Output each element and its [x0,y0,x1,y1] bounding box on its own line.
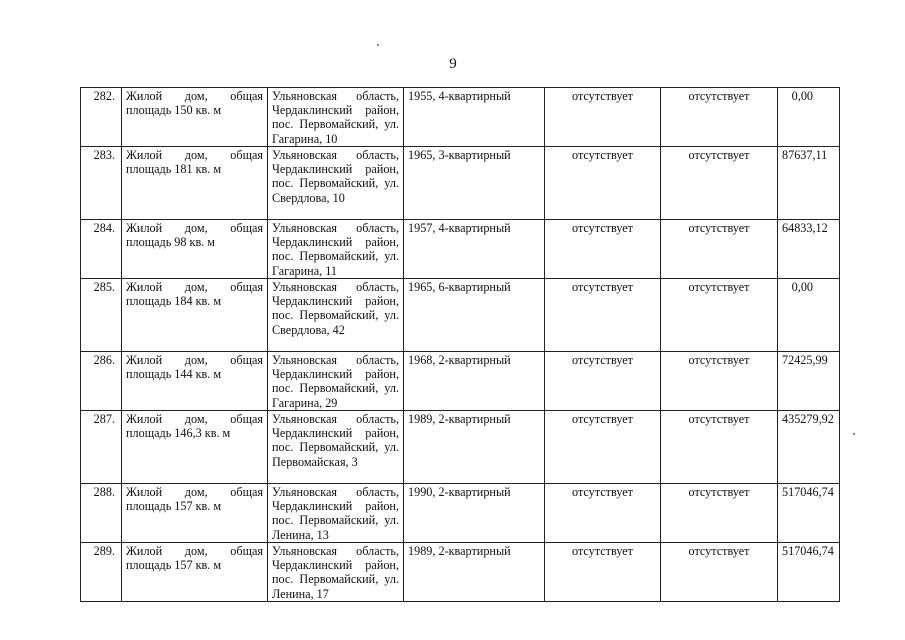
object-name: Жилой дом, общая площадь 181 кв. м [122,147,268,220]
object-year-type: 1957, 4-квартирный [404,220,545,279]
row-number: 286. [81,352,122,411]
row-number: 287. [81,411,122,484]
object-cost: 435279,92 [778,411,840,484]
row-number: 285. [81,279,122,352]
object-address: Ульяновская область, Чердаклинский район, пос. Первомайский, ул. Свердлова, 10 [268,147,404,220]
object-name: Жилой дом, общая площадь 144 кв. м [122,352,268,411]
object-cost: 517046,74 [778,543,840,602]
object-name: Жилой дом, общая площадь 146,3 кв. м [122,411,268,484]
restriction-cell: отсутствует [661,88,778,147]
encumbrance-cell: отсутствует [545,279,661,352]
object-address: Ульяновская область, Чердаклинский район, пос. Первомайский, ул. Свердлова, 42 [268,279,404,352]
encumbrance-cell: отсутствует [545,88,661,147]
restriction-cell: отсутствует [661,352,778,411]
object-year-type: 1965, 3-квартирный [404,147,545,220]
object-year-type: 1968, 2-квартирный [404,352,545,411]
row-number: 284. [81,220,122,279]
object-name: Жилой дом, общая площадь 184 кв. м [122,279,268,352]
restriction-cell: отсутствует [661,411,778,484]
restriction-cell: отсутствует [661,484,778,543]
restriction-cell: отсутствует [661,543,778,602]
property-registry-table [80,87,840,602]
table-row [81,147,840,220]
table-row [81,484,840,543]
object-cost: 64833,12 [778,220,840,279]
encumbrance-cell: отсутствует [545,411,661,484]
encumbrance-cell: отсутствует [545,543,661,602]
object-name: Жилой дом, общая площадь 150 кв. м [122,88,268,147]
table-row [81,88,840,147]
scan-speck [377,44,379,46]
table-row [81,543,840,602]
row-number: 289. [81,543,122,602]
page-number: 9 [449,56,457,72]
encumbrance-cell: отсутствует [545,220,661,279]
object-address: Ульяновская область, Чердаклинский район, пос. Первомайский, ул. Гагарина, 11 [268,220,404,279]
object-address: Ульяновская область, Чердаклинский район, пос. Первомайский, ул. Гагарина, 10 [268,88,404,147]
encumbrance-cell: отсутствует [545,484,661,543]
object-name: Жилой дом, общая площадь 157 кв. м [122,543,268,602]
object-name: Жилой дом, общая площадь 98 кв. м [122,220,268,279]
restriction-cell: отсутствует [661,279,778,352]
object-year-type: 1989, 2-квартирный [404,411,545,484]
object-cost: 87637,11 [778,147,840,220]
encumbrance-cell: отсутствует [545,147,661,220]
object-address: Ульяновская область, Чердаклинский район, пос. Первомайский, ул. Первомайская, 3 [268,411,404,484]
encumbrance-cell: отсутствует [545,352,661,411]
restriction-cell: отсутствует [661,220,778,279]
scan-speck [853,433,855,435]
row-number: 283. [81,147,122,220]
object-name: Жилой дом, общая площадь 157 кв. м [122,484,268,543]
row-number: 282. [81,88,122,147]
row-number: 288. [81,484,122,543]
object-year-type: 1990, 2-квартирный [404,484,545,543]
object-cost: 72425,99 [778,352,840,411]
object-cost: 0,00 [778,279,840,352]
object-address: Ульяновская область, Чердаклинский район, пос. Первомайский, ул. Ленина, 17 [268,543,404,602]
restriction-cell: отсутствует [661,147,778,220]
object-year-type: 1965, 6-квартирный [404,279,545,352]
table-row [81,352,840,411]
object-year-type: 1955, 4-квартирный [404,88,545,147]
object-address: Ульяновская область, Чердаклинский район, пос. Первомайский, ул. Гагарина, 29 [268,352,404,411]
object-year-type: 1989, 2-квартирный [404,543,545,602]
object-cost: 0,00 [778,88,840,147]
object-address: Ульяновская область, Чердаклинский район, пос. Первомайский, ул. Ленина, 13 [268,484,404,543]
table-row [81,411,840,484]
table-row [81,279,840,352]
object-cost: 517046,74 [778,484,840,543]
table-row [81,220,840,279]
